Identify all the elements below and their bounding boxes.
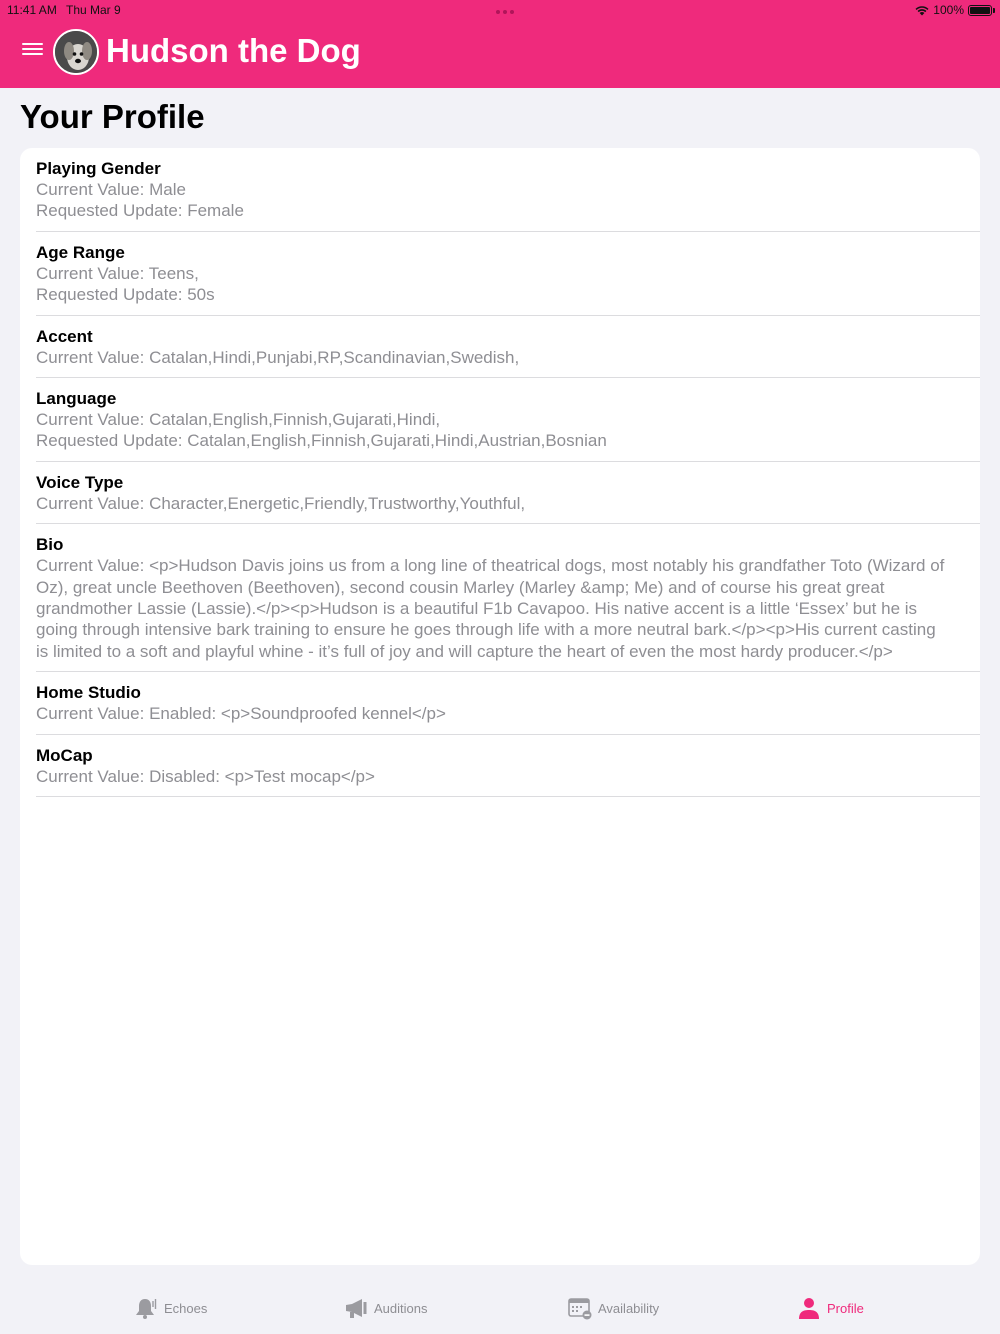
row-current-value: Current Value: Catalan,English,Finnish,Gujarati,Hindi, [36, 410, 441, 430]
row-label: Home Studio [36, 683, 141, 703]
tab-availability[interactable] [568, 1296, 659, 1320]
dog-avatar-icon [55, 31, 99, 75]
tab-label: Auditions [374, 1300, 428, 1316]
row-current-value: Current Value: Enabled: <p>Soundproofed kennel</p> [36, 704, 446, 724]
row-requested-update: Requested Update: Catalan,English,Finnish,Gujarati,Hindi,Austrian,Bosnian [36, 431, 607, 451]
profile-row-mocap[interactable] [20, 735, 980, 797]
profile-row-home-studio[interactable] [20, 672, 980, 734]
profile-row-accent[interactable] [20, 316, 980, 378]
row-label: Age Range [36, 242, 125, 262]
row-current-value: Current Value: Character,Energetic,Friendly,Trustworthy,Youthful, [36, 493, 526, 513]
row-requested-update: Requested Update: Female [36, 201, 244, 221]
page-title: Your Profile [20, 98, 205, 135]
hamburger-icon[interactable] [22, 43, 44, 59]
row-label: MoCap [36, 745, 93, 765]
row-requested-update: Requested Update: 50s [36, 285, 215, 305]
bell-icon [134, 1296, 158, 1320]
tab-label: Echoes [164, 1300, 208, 1316]
app-title: Hudson the Dog [106, 32, 361, 69]
avatar[interactable] [53, 29, 99, 75]
row-current-value: Current Value: Disabled: <p>Test mocap</p> [36, 766, 375, 786]
tab-auditions[interactable] [344, 1296, 427, 1320]
profile-row-age-range[interactable] [20, 232, 980, 316]
tab-label: Availability [598, 1300, 660, 1316]
profile-row-bio[interactable] [20, 524, 980, 672]
megaphone-icon [344, 1296, 368, 1320]
row-current-value: Current Value: Catalan,Hindi,Punjabi,RP,Scandinavian,Swedish, [36, 347, 520, 367]
wifi-icon [915, 5, 929, 16]
row-current-value: Current Value: Teens, [36, 263, 199, 283]
tab-label: Profile [827, 1300, 864, 1316]
row-label: Language [36, 389, 117, 409]
profile-row-playing-gender[interactable] [20, 148, 980, 232]
tab-bar [0, 1284, 1000, 1334]
row-label: Voice Type [36, 472, 124, 492]
battery-icon [968, 5, 992, 16]
status-bar [7, 3, 992, 19]
profile-row-language[interactable] [20, 378, 980, 462]
tab-echoes[interactable] [134, 1296, 207, 1320]
person-icon [797, 1296, 821, 1320]
multitasking-dots-icon[interactable] [496, 10, 518, 14]
status-date: Thu Mar 9 [66, 3, 121, 17]
row-label: Accent [36, 326, 93, 346]
battery-percent: 100% [933, 3, 964, 17]
row-label: Bio [36, 535, 64, 555]
app-header [0, 0, 1000, 88]
tab-profile[interactable] [797, 1296, 864, 1320]
profile-card [20, 148, 980, 1265]
calendar-icon [568, 1296, 592, 1320]
row-current-value: Current Value: <p>Hudson Davis joins us from a long line of theatrical dogs, most notably his grandfather Toto (Wizard of Oz), great uncle Beethoven (Beethoven), second cousin Marley (Marley &amp; Me) and of course his great great grandmother Lassie (Lassie).</p><p>Hudson is a beautiful F1b Cavapoo. His native accent is a little ‘Essex’ but he is going through intensive bark training to ensure he goes through life with a more neutral bark.</p><p>His current casting is limited to a soft and playful whine - it’s full of joy and will capture the heart of even the most hardy producer.</p> [36, 556, 945, 661]
profile-row-voice-type[interactable] [20, 462, 980, 524]
row-label: Playing Gender [36, 159, 161, 178]
status-time: 11:41 AM [7, 3, 57, 17]
row-current-value: Current Value: Male [36, 180, 186, 199]
